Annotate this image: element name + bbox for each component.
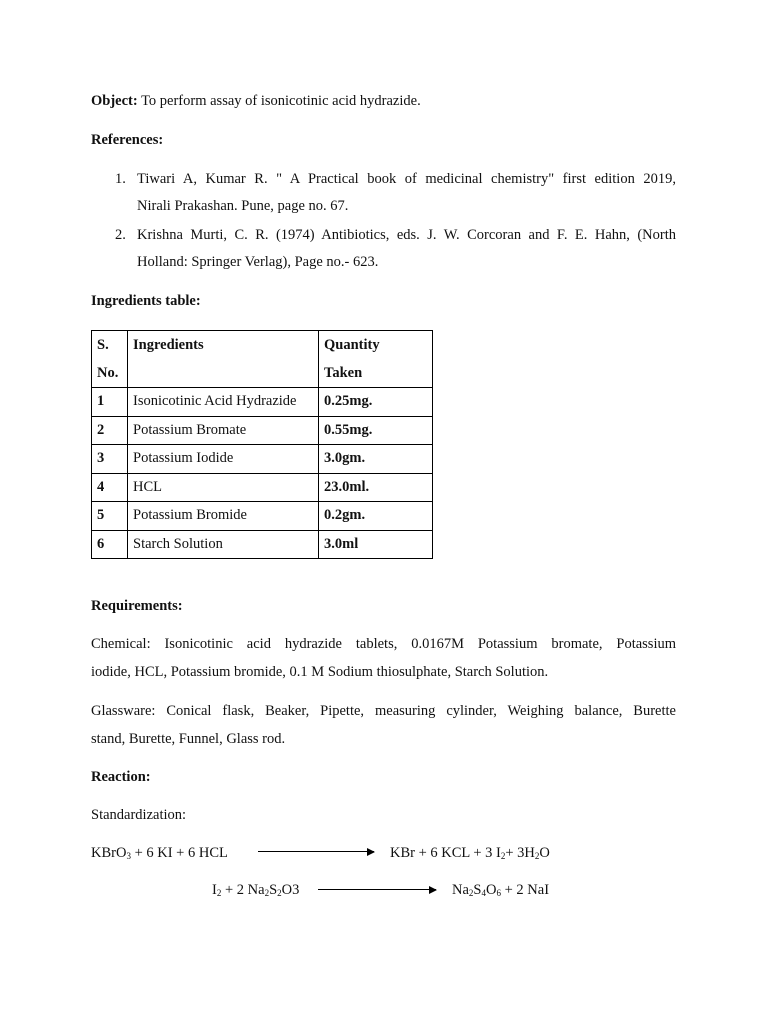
equation-2-products: $Na_2S_4O_6 + 2$ NaI bbox=[452, 882, 550, 898]
reference-1-number: 1. bbox=[115, 171, 126, 187]
header-ingredients: Ingredients bbox=[128, 331, 319, 388]
equation-2-reactants: $I_2 + 2$ $Na_2S_2O3$ bbox=[212, 882, 300, 898]
table-row: 6 Starch Solution 3.0ml bbox=[92, 530, 433, 559]
chemical-line2: iodide, HCL, Potassium bromide, 0.1 M Sodium thiosulphate, Starch Solution. bbox=[91, 664, 549, 680]
requirements-heading: Requirements: bbox=[91, 598, 183, 614]
object-line bbox=[91, 93, 421, 110]
standardization-label: Standardization: bbox=[91, 807, 187, 823]
equation-1-products: KBr + 6 KCL + 3 $I_2+ 3H_2O$ bbox=[390, 845, 550, 861]
equation-1-arrow bbox=[258, 851, 374, 852]
ingredients-table bbox=[91, 330, 433, 559]
glassware-line2: stand, Burette, Funnel, Glass rod. bbox=[91, 731, 286, 747]
table-row: 1 Isonicotinic Acid Hydrazide 0.25mg. bbox=[92, 388, 433, 417]
table-row: 4 HCL 23.0ml. bbox=[92, 473, 433, 502]
reference-2-number: 2. bbox=[115, 227, 126, 243]
equation-2-arrow bbox=[318, 889, 436, 890]
object-text: To perform assay of isonicotinic acid hydrazide. bbox=[141, 93, 421, 109]
table-row: 2 Potassium Bromate 0.55mg. bbox=[92, 416, 433, 445]
reference-1-line2: Nirali Prakashan. Pune, page no. 67. bbox=[137, 198, 349, 214]
reference-2-line1: Krishna Murti, C. R. (1974) Antibiotics, eds. J. W. Corcoran and F. E. Hahn, (North bbox=[137, 227, 676, 243]
reference-2-line2: Holland: Springer Verlag), Page no.- 623. bbox=[137, 254, 379, 270]
table-row: 3 Potassium Iodide 3.0gm. bbox=[92, 445, 433, 474]
chemical-line1: Chemical: Isonicotinic acid hydrazide tablets, 0.0167M Potassium bromate, Potassium bbox=[91, 636, 676, 652]
glassware-line1: Glassware: Conical flask, Beaker, Pipette, measuring cylinder, Weighing balance, Burette bbox=[91, 703, 676, 719]
reaction-heading: Reaction: bbox=[91, 769, 151, 785]
table-row: 5 Potassium Bromide 0.2gm. bbox=[92, 502, 433, 531]
references-heading: References: bbox=[91, 132, 164, 148]
reference-1-line1: Tiwari A, Kumar R. " A Practical book of medicinal chemistry" first edition 2019, bbox=[137, 171, 676, 187]
ingredients-heading: Ingredients table: bbox=[91, 293, 201, 309]
header-sno: S. No. bbox=[92, 331, 128, 388]
equation-1-reactants: KBrO$_3$ + 6 KI + 6 HCL bbox=[91, 845, 228, 861]
header-quantity: Quantity Taken bbox=[319, 331, 433, 388]
object-label: Object: bbox=[91, 93, 138, 109]
table-header-row bbox=[92, 331, 433, 388]
